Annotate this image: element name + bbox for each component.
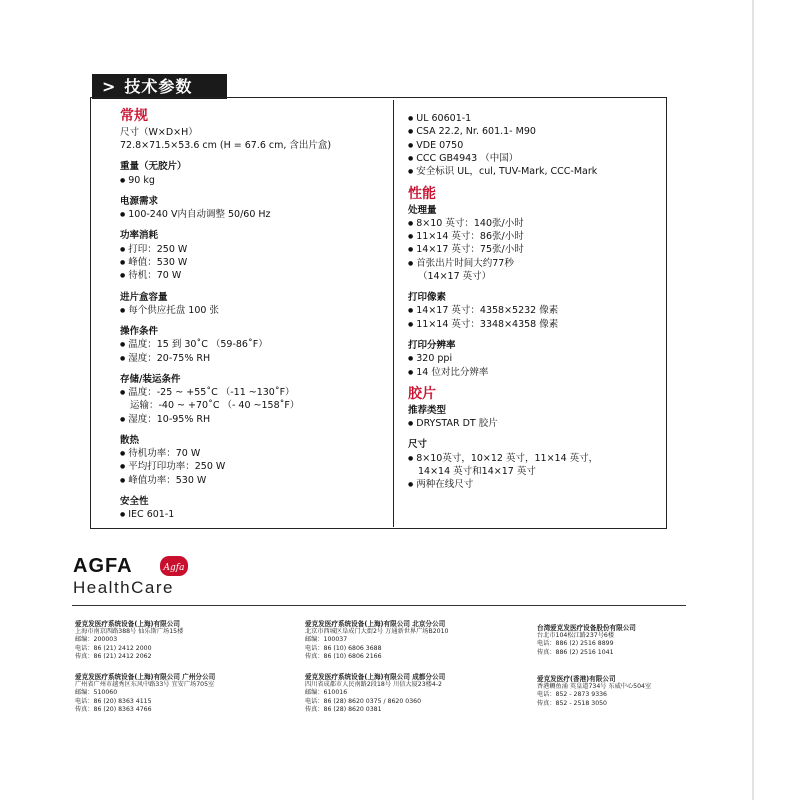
film-size-title: 尺寸 (408, 439, 428, 451)
pixels-title: 打印像素 (408, 292, 447, 304)
office-line: 上海市南京西路388号 仙乐斯广场15楼 (75, 628, 184, 636)
office-name: 爱克发医疗系统设备(上海)有限公司 北京分公司 (305, 620, 446, 628)
office-name: 爱克发医疗系统设备(上海)有限公司 广州分公司 (75, 673, 216, 681)
tray-item: ● 每个供应托盘 100 张 (120, 304, 388, 317)
size-value: 72.8×71.5×53.6 cm (H = 67.6 cm, 含出片盒) (120, 140, 332, 152)
office-line: 香港鲗鱼涌 英皇道734号 东威中心504室 (537, 683, 652, 691)
office-line: 广州省广州市越秀区东风中路33号 宜安广场705室 (75, 681, 215, 689)
film-title: 胶片 (408, 385, 436, 402)
office-line: 邮编：100037 (305, 636, 348, 644)
resolution-item: ● 320 ppi (408, 352, 658, 365)
general-title: 常规 (120, 108, 148, 124)
storage-transport: 运输：-40 ~ +70˚C （- 40 ~158˚F） (130, 400, 300, 412)
specs-right-column (408, 112, 658, 491)
office-line: 传真：86 (21) 2412 2062 (75, 652, 152, 660)
safety-title: 安全性 (120, 496, 149, 508)
power-consumption-item: ● 峰值：530 W (120, 256, 388, 269)
office-line: 传真：886 (2) 2516 1041 (537, 648, 614, 656)
office-line: 电话：86 (21) 2412 2000 (75, 644, 152, 652)
office-name: 爱克发医疗系统设备(上海)有限公司 (75, 620, 180, 628)
heat-item: ● 峰值功率：530 W (120, 474, 388, 487)
weight-item: ● 90 kg (120, 174, 388, 187)
cert-item: ● 安全标识 UL，cul, TUV-Mark, CCC-Mark (408, 165, 658, 178)
storage-title: 存储/装运条件 (120, 373, 181, 385)
power-consumption-title: 功率消耗 (120, 230, 159, 242)
throughput-item: ● 8×10 英寸：140张/小时 (408, 217, 658, 230)
heat-item: ● 待机功率：70 W (120, 447, 388, 460)
office-name: 爱克发医疗(香港)有限公司 (537, 675, 616, 683)
operating-item: ● 湿度：20-75% RH (120, 352, 388, 365)
office-line: 电话：852 - 2873 9336 (537, 691, 607, 699)
resolution-item: ● 14 位对比分辨率 (408, 366, 658, 379)
cert-item: ● UL 60601-1 (408, 112, 658, 125)
throughput-item: ● 11×14 英寸：86张/小时 (408, 230, 658, 243)
office-line: 四川省成都市人民南路2段18号 川信大厦23楼4-2 (305, 681, 442, 689)
pixels-item: ● 14×17 英寸：4358×5232 像素 (408, 304, 658, 317)
size-label: 尺寸（W×D×H） (120, 127, 198, 138)
throughput-item: ● 首张出片时间大约77秒 (408, 257, 658, 270)
office-shanghai (75, 620, 183, 661)
heat-title: 散热 (120, 434, 140, 446)
specs-left-column (120, 107, 388, 522)
weight-title: 重量（无胶片） (120, 161, 187, 173)
agfa-healthcare-logo (73, 553, 223, 603)
logo-mark-text: Agfa (163, 563, 185, 573)
agfa-mark-icon (159, 555, 189, 577)
office-line: 电话：86 (28) 8620 0375 / 8620 0360 (305, 697, 422, 705)
cert-item: ● VDE 0750 (408, 139, 658, 152)
pixels-item: ● 11×14 英寸：3348×4358 像素 (408, 318, 658, 331)
cert-item: ● CCC GB4943 （中国） (408, 152, 658, 165)
office-name: 台湾爱克发医疗设备股份有限公司 (537, 624, 636, 632)
power-consumption-item: ● 待机：70 W (120, 269, 388, 282)
operating-item: ● 温度：15 到 30˚C （59-86˚F） (120, 338, 388, 351)
logo-wordmark: AGFA (73, 555, 133, 577)
film-size-line: 14×14 英寸和14×17 英寸 (418, 465, 536, 477)
film-size-line: ● 两种在线尺寸 (408, 478, 658, 491)
scan-edge (752, 0, 754, 800)
office-taiwan (537, 624, 636, 657)
office-chengdu (305, 673, 445, 714)
section-header-title: 技术参数 (124, 77, 193, 96)
performance-title: 性能 (408, 185, 436, 202)
cert-item: ● CSA 22.2, Nr. 601.1- M90 (408, 125, 658, 138)
power-req-item: ● 100-240 V内自动调整 50/60 Hz (120, 208, 388, 221)
operating-title: 操作条件 (120, 326, 159, 338)
chevron-right-icon: > (102, 77, 117, 96)
film-type-title: 推荐类型 (408, 404, 447, 416)
office-line: 邮编：610016 (305, 689, 348, 697)
office-line: 传真：852 - 2518 3050 (537, 699, 607, 707)
throughput-note: （14×17 英寸） (418, 271, 492, 283)
storage-humidity: ● 湿度：10-95% RH (120, 413, 388, 426)
office-line: 电话：86 (10) 6806 3688 (305, 644, 382, 652)
office-line: 电话：86 (20) 8363 4115 (75, 697, 152, 705)
safety-item: ● IEC 601-1 (120, 508, 388, 521)
power-req-title: 电源需求 (120, 195, 159, 207)
storage-temp: ● 温度：-25 ~ +55˚C （-11 ~130˚F） (120, 386, 388, 399)
resolution-title: 打印分辨率 (408, 340, 456, 352)
throughput-title: 处理量 (408, 204, 437, 216)
office-line: 邮编：200003 (75, 636, 118, 644)
office-line: 邮编：510060 (75, 689, 118, 697)
office-hongkong (537, 675, 651, 708)
tray-title: 进片盒容量 (120, 291, 168, 303)
section-header (92, 74, 227, 99)
office-line: 传真：86 (28) 8620 0381 (305, 705, 382, 713)
office-beijing (305, 620, 448, 661)
office-line: 电话：886 (2) 2516 8899 (537, 640, 614, 648)
throughput-item: ● 14×17 英寸：75张/小时 (408, 243, 658, 256)
office-guangzhou (75, 673, 215, 714)
office-line: 台北市104松江路237号6楼 (537, 632, 615, 640)
footer-rule (72, 605, 686, 606)
office-line: 传真：86 (20) 8363 4766 (75, 705, 152, 713)
office-line: 北京市西城区阜成门大街2号 万通新世界广场B2010 (305, 628, 449, 636)
office-name: 爱克发医疗系统设备(上海)有限公司 成都分公司 (305, 673, 446, 681)
film-size-line: ● 8×10英寸，10×12 英寸，11×14 英寸， (408, 452, 658, 465)
column-divider (393, 100, 394, 527)
heat-item: ● 平均打印功率：250 W (120, 460, 388, 473)
logo-subtitle: HealthCare (73, 578, 174, 597)
film-type-item: ● DRYSTAR DT 胶片 (408, 417, 658, 430)
office-line: 传真：86 (10) 6806 2166 (305, 652, 382, 660)
power-consumption-item: ● 打印：250 W (120, 243, 388, 256)
